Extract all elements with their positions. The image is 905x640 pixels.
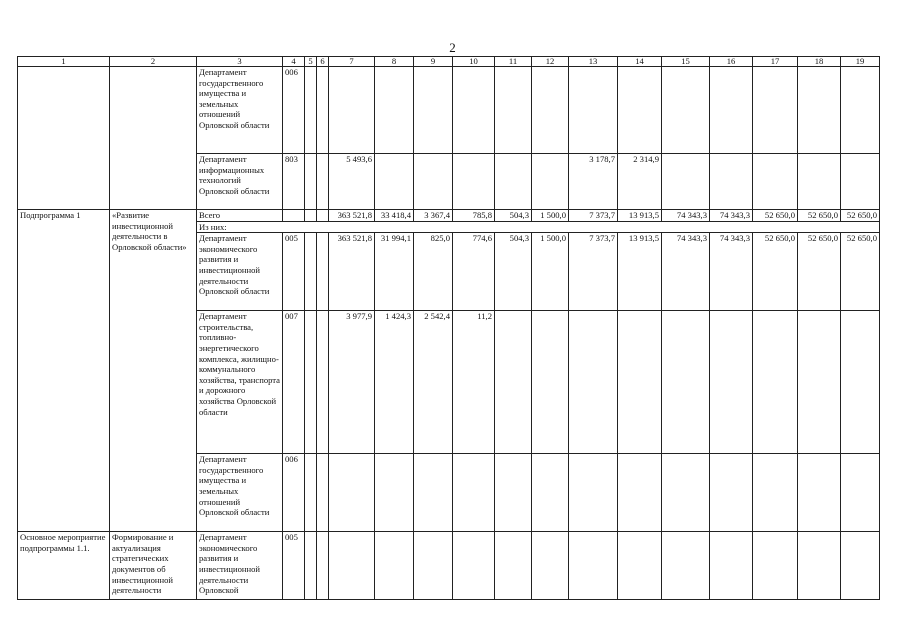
value-cell-col14 (618, 454, 662, 532)
value-cell-col9 (414, 67, 453, 154)
col-header-2: 2 (110, 57, 197, 67)
col-header-15: 15 (662, 57, 710, 67)
col5-cell (305, 233, 317, 311)
value-cell-col10 (453, 154, 495, 210)
value-cell-col11 (495, 154, 532, 210)
value-cell-col9 (414, 154, 453, 210)
value-cell-col10: 785,8 (453, 210, 495, 222)
value-cell-col19 (841, 154, 880, 210)
col-header-11: 11 (495, 57, 532, 67)
value-cell-col15 (662, 311, 710, 454)
col-header-5: 5 (305, 57, 317, 67)
col6-cell (317, 454, 329, 532)
value-cell-col7: 3 977,9 (329, 311, 375, 454)
col6-cell (317, 311, 329, 454)
subprogram-name-cell: Подпрограмма 1 (18, 210, 110, 532)
value-cell-col14: 13 913,5 (618, 233, 662, 311)
code-cell: 803 (283, 154, 305, 210)
value-cell-col11 (495, 532, 532, 600)
col5-cell (305, 154, 317, 210)
value-cell-col13 (569, 311, 618, 454)
value-cell-col15 (662, 67, 710, 154)
value-cell-col11 (495, 67, 532, 154)
col-header-14: 14 (618, 57, 662, 67)
code-cell (283, 210, 305, 222)
value-cell-col7 (329, 454, 375, 532)
col-header-3: 3 (197, 57, 283, 67)
value-cell-col17 (753, 67, 798, 154)
value-cell-col8 (375, 154, 414, 210)
col-header-10: 10 (453, 57, 495, 67)
table-row (18, 532, 880, 600)
value-cell-col11: 504,3 (495, 210, 532, 222)
value-cell-col15 (662, 154, 710, 210)
value-cell-col13: 3 178,7 (569, 154, 618, 210)
value-cell-col7: 363 521,8 (329, 233, 375, 311)
value-cell-col12 (532, 454, 569, 532)
col-header-12: 12 (532, 57, 569, 67)
value-cell-col18 (798, 454, 841, 532)
value-cell-col15: 74 343,3 (662, 233, 710, 311)
col-header-13: 13 (569, 57, 618, 67)
col-header-4: 4 (283, 57, 305, 67)
main-activity-title-cell: Формирование и актуализация стратегических документов об инвестиционной деятельности (110, 532, 197, 600)
col5-cell (305, 311, 317, 454)
value-cell-col16 (710, 311, 753, 454)
value-cell-col17 (753, 532, 798, 600)
program-title-cell (110, 67, 197, 210)
value-cell-col16: 74 343,3 (710, 233, 753, 311)
value-cell-col17 (753, 311, 798, 454)
value-cell-col17: 52 650,0 (753, 210, 798, 222)
value-cell-col13 (569, 454, 618, 532)
col6-cell (317, 532, 329, 600)
value-cell-col18 (798, 67, 841, 154)
value-cell-col12 (532, 311, 569, 454)
value-cell-col14: 13 913,5 (618, 210, 662, 222)
value-cell-col12 (532, 154, 569, 210)
value-cell-col16 (710, 532, 753, 600)
value-cell-col8 (375, 67, 414, 154)
col5-cell (305, 532, 317, 600)
value-cell-col12 (532, 67, 569, 154)
value-cell-col8 (375, 454, 414, 532)
value-cell-col7: 363 521,8 (329, 210, 375, 222)
value-cell-col17: 52 650,0 (753, 233, 798, 311)
of-which-label: Из них: (197, 221, 880, 233)
value-cell-col17 (753, 454, 798, 532)
value-cell-col16 (710, 154, 753, 210)
executor-cell: Департамент государственного имущества и земельных отношений Орловской области (197, 67, 283, 154)
value-cell-col17 (753, 154, 798, 210)
column-number-row (18, 57, 880, 67)
value-cell-col10 (453, 454, 495, 532)
value-cell-col16 (710, 454, 753, 532)
col-header-6: 6 (317, 57, 329, 67)
value-cell-col18 (798, 311, 841, 454)
executor-cell: Всего (197, 210, 283, 222)
main-activity-name-cell: Основное мероприятие подпрограммы 1.1. (18, 532, 110, 600)
value-cell-col9: 2 542,4 (414, 311, 453, 454)
code-cell: 005 (283, 532, 305, 600)
col5-cell (305, 67, 317, 154)
value-cell-col7 (329, 532, 375, 600)
program-name-cell (18, 67, 110, 210)
col6-cell (317, 67, 329, 154)
value-cell-col18 (798, 532, 841, 600)
value-cell-col12: 1 500,0 (532, 233, 569, 311)
table-row (18, 210, 880, 222)
value-cell-col12: 1 500,0 (532, 210, 569, 222)
col-header-7: 7 (329, 57, 375, 67)
value-cell-col9: 825,0 (414, 233, 453, 311)
executor-cell: Департамент экономического развития и инвестиционной деятельности Орловской области (197, 233, 283, 311)
value-cell-col9 (414, 454, 453, 532)
page-number: 2 (449, 40, 456, 55)
col-header-1: 1 (18, 57, 110, 67)
col-header-18: 18 (798, 57, 841, 67)
value-cell-col19 (841, 67, 880, 154)
value-cell-col13: 7 373,7 (569, 233, 618, 311)
col-header-17: 17 (753, 57, 798, 67)
code-cell: 006 (283, 67, 305, 154)
value-cell-col8: 31 994,1 (375, 233, 414, 311)
code-cell: 005 (283, 233, 305, 311)
col6-cell (317, 233, 329, 311)
col-header-9: 9 (414, 57, 453, 67)
value-cell-col19: 52 650,0 (841, 233, 880, 311)
col5-cell (305, 210, 317, 222)
value-cell-col11 (495, 454, 532, 532)
value-cell-col19 (841, 532, 880, 600)
value-cell-col16 (710, 67, 753, 154)
col-header-8: 8 (375, 57, 414, 67)
value-cell-col16: 74 343,3 (710, 210, 753, 222)
value-cell-col18: 52 650,0 (798, 210, 841, 222)
value-cell-col10 (453, 67, 495, 154)
value-cell-col18: 52 650,0 (798, 233, 841, 311)
value-cell-col15 (662, 454, 710, 532)
value-cell-col14 (618, 67, 662, 154)
value-cell-col8 (375, 532, 414, 600)
value-cell-col18 (798, 154, 841, 210)
value-cell-col10 (453, 532, 495, 600)
executor-cell: Департамент информационных технологий Орловской области (197, 154, 283, 210)
value-cell-col8: 1 424,3 (375, 311, 414, 454)
value-cell-col14 (618, 311, 662, 454)
value-cell-col9: 3 367,4 (414, 210, 453, 222)
col5-cell (305, 454, 317, 532)
value-cell-col11 (495, 311, 532, 454)
value-cell-col9 (414, 532, 453, 600)
col-header-19: 19 (841, 57, 880, 67)
value-cell-col19 (841, 311, 880, 454)
value-cell-col14 (618, 532, 662, 600)
executor-cell: Департамент государственного имущества и земельных отношений Орловской области (197, 454, 283, 532)
value-cell-col10: 11,2 (453, 311, 495, 454)
executor-cell: Департамент строительства, топливно-энергетического комплекса, жилищно-коммунального хозяйства, транспорта и дорожного хозяйства Орловской области (197, 311, 283, 454)
value-cell-col19: 52 650,0 (841, 210, 880, 222)
subprogram-title-cell: «Развитие инвестиционной деятельности в Орловской области» (110, 210, 197, 532)
value-cell-col7: 5 493,6 (329, 154, 375, 210)
value-cell-col15 (662, 532, 710, 600)
value-cell-col13: 7 373,7 (569, 210, 618, 222)
value-cell-col8: 33 418,4 (375, 210, 414, 222)
value-cell-col12 (532, 532, 569, 600)
executor-cell: Департамент экономического развития и инвестиционной деятельности Орловской (197, 532, 283, 600)
table-row (18, 67, 880, 154)
value-cell-col7 (329, 67, 375, 154)
budget-table (17, 56, 880, 600)
value-cell-col11: 504,3 (495, 233, 532, 311)
value-cell-col13 (569, 67, 618, 154)
col6-cell (317, 154, 329, 210)
value-cell-col14: 2 314,9 (618, 154, 662, 210)
col-header-16: 16 (710, 57, 753, 67)
value-cell-col15: 74 343,3 (662, 210, 710, 222)
col6-cell (317, 210, 329, 222)
value-cell-col19 (841, 454, 880, 532)
value-cell-col10: 774,6 (453, 233, 495, 311)
code-cell: 007 (283, 311, 305, 454)
value-cell-col13 (569, 532, 618, 600)
code-cell: 006 (283, 454, 305, 532)
